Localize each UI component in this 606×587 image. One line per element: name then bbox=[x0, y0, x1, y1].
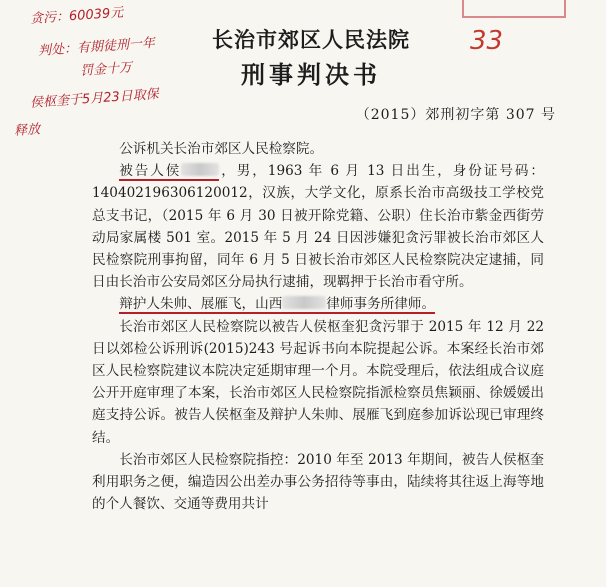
handwritten-note-embezzlement: 贪污：60039元 bbox=[29, 5, 124, 27]
defendant-paragraph bbox=[92, 160, 544, 293]
prosecution-organ-paragraph: 公诉机关长治市郊区人民检察院。 bbox=[119, 141, 324, 157]
handwritten-note-release: 释放 bbox=[13, 122, 41, 139]
defendant-label: 被告人侯 bbox=[119, 163, 219, 181]
handwritten-note-sentence: 判处：有期徒刑一年 bbox=[37, 35, 156, 59]
document-type-title: 刑事判决书 bbox=[241, 60, 381, 89]
defense-counsel-underlined: 辩护人朱帅、展雁飞，山西 律师事务所律师。 bbox=[119, 296, 436, 313]
handwritten-page-number: 33 bbox=[470, 26, 504, 56]
red-stamp-fragment bbox=[462, 0, 566, 18]
handwritten-note-bail: 侯枢奎于5月23日取保 bbox=[29, 87, 160, 111]
procedure-paragraph: 长治市郊区人民检察院以被告人侯枢奎犯贪污罪于 2015 年 12 月 22 日以郊检公诉刑诉(2015)243 号起诉书向本院提起公诉。本案经长治市郊区人民检察院建议本院决定延期审理一个月。本院受理后，依法组成合议庭公开开庭审理了本案，长治市郊区人民检察院指派检察员焦颖丽、徐媛媛出庭支持公诉。被告人侯枢奎及辩护人朱帅、展雁飞到庭参加诉讼现已审理终结。 bbox=[92, 318, 544, 446]
charges-paragraph: 长治市郊区人民检察院指控：2010 年至 2013 年期间，被告人侯枢奎利用职务之便，编造因公出差办事公务招待等事由，陆续将其往返上海等地的个人餐饮、交通等费用共计 bbox=[92, 451, 544, 513]
case-number: （2015）郊刑初字第 307 号 bbox=[355, 107, 556, 123]
defendant-details: ，男，1963 年 6 月 13 日出生，身份证号码：140402196306120012，汉族，大学文化，原系长治市高级技工学校党总支书记，（2015 年 6 月 30 日被开除党籍、公职）住长治市紫金西街劳动局家属楼 501 室。2015 年 5 月 24 日因涉嫌犯贪污罪被长治市郊区人民检察院刑事拘留，同年 6 月 5 日被长治市郊区人民检察院决定逮捕，同日由长治市公安局郊区分局执行逮捕，现羁押于长治市看守所。 bbox=[92, 163, 544, 291]
judgment-body bbox=[92, 138, 544, 515]
redacted-name bbox=[181, 163, 219, 176]
redacted-firm-name bbox=[282, 296, 326, 309]
handwritten-note-fine: 罚金十万 bbox=[79, 60, 133, 79]
court-name-title: 长治市郊区人民法院 bbox=[212, 27, 410, 52]
defense-counsel-paragraph bbox=[92, 293, 544, 315]
